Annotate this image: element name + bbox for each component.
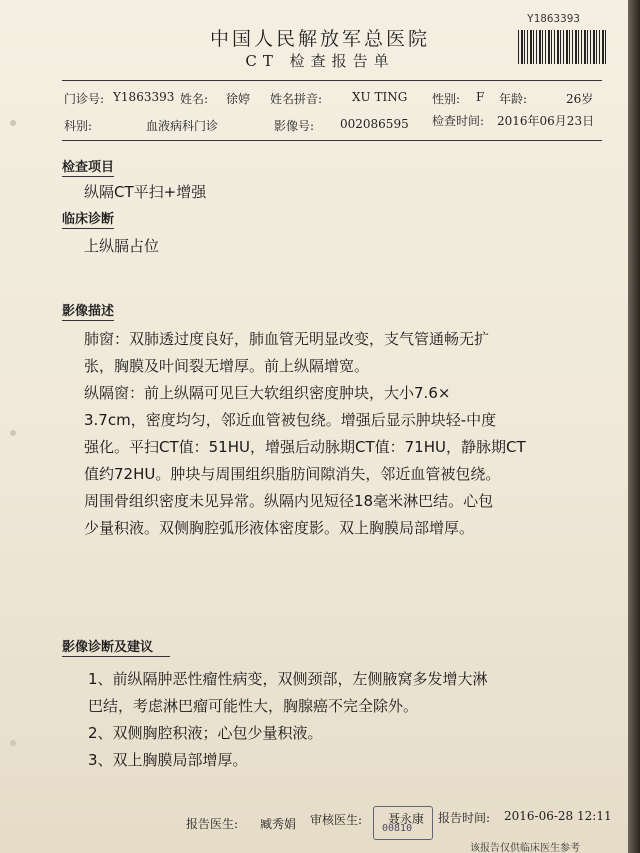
patient-sex: F	[476, 90, 485, 104]
findings-label: 影像描述	[62, 304, 115, 319]
report-time: 2016-06-28 12:11	[504, 809, 612, 823]
label-underline	[62, 228, 114, 229]
stamp-number: 00810	[382, 823, 413, 834]
findings-line: 值约72HU。肿块与周围组织脂肪间隙消失，邻近血管被包绕。	[84, 465, 501, 483]
findings-line: 纵隔窗：前上纵隔可见巨大软组织密度肿块，大小7.6×	[84, 384, 451, 402]
clinic-no: Y1863393	[113, 90, 175, 104]
image-no-label: 影像号:	[274, 119, 315, 133]
findings-line: 3.7cm，密度均匀，邻近血管被包绕。增强后显示肿块轻-中度	[84, 411, 497, 429]
reviewer-name: 聂永康	[388, 812, 425, 826]
findings-line: 少量积液。双侧胸腔弧形液体密度影。双上胸膜局部增厚。	[84, 519, 475, 537]
label-underline	[62, 320, 114, 321]
serial-number: Y1863393	[527, 12, 580, 25]
findings-line: 张，胸膜及叶间裂无增厚。前上纵隔增宽。	[84, 357, 370, 375]
pinyin-label: 姓名拼音:	[270, 92, 323, 106]
clinical-dx-label: 临床诊断	[62, 212, 115, 227]
clinical-dx: 上纵膈占位	[84, 237, 160, 255]
patient-pinyin: XU TING	[352, 90, 408, 104]
footer-note: 该报告仅供临床医生参考	[470, 843, 580, 853]
sex-label: 性别:	[432, 92, 461, 106]
patient-dept: 血液病科门诊	[146, 119, 219, 133]
impression-line: 1、前纵隔肿恶性瘤性病变，双侧颈部，左侧腋窝多发增大淋	[88, 670, 488, 688]
exam-time-label: 检查时间:	[432, 114, 485, 128]
background-edge	[628, 0, 640, 853]
impression-label: 影像诊断及建议	[62, 640, 154, 655]
findings-line: 周围骨组织密度未见异常。纵隔内见短径18毫米淋巴结。心包	[84, 492, 494, 510]
reporter-label: 报告医生:	[186, 817, 239, 831]
punch-hole	[10, 120, 16, 126]
name-label: 姓名:	[180, 92, 209, 106]
exam-time: 2016年06月23日	[497, 114, 595, 128]
hospital-name: 中国人民解放军总医院	[209, 28, 430, 50]
exam-item-label: 检查项目	[62, 160, 115, 175]
label-underline	[62, 176, 114, 177]
findings-line: 肺窗：双肺透过度良好，肺血管无明显改变，支气管通畅无扩	[84, 330, 490, 348]
patient-rule	[62, 140, 602, 141]
impression-line: 3、双上胸膜局部增厚。	[88, 751, 248, 769]
punch-hole	[10, 430, 16, 436]
exam-item: 纵隔CT平扫+增强	[84, 183, 207, 201]
punch-hole	[10, 740, 16, 746]
label-underline	[62, 656, 170, 657]
dept-label: 科别:	[64, 119, 93, 133]
report-time-label: 报告时间:	[438, 811, 491, 825]
age-label: 年龄:	[499, 92, 528, 106]
impression-line: 2、双侧胸腔积液；心包少量积液。	[88, 724, 323, 742]
image-no: 002086595	[340, 117, 409, 131]
reviewer-label: 审核医生:	[310, 813, 363, 827]
impression-line: 巴结，考虑淋巴瘤可能性大，胸腺癌不完全除外。	[88, 697, 419, 715]
reporter-name: 臧秀娟	[260, 817, 297, 831]
patient-name: 徐婷	[226, 92, 251, 106]
report-title: CT 检查报告单	[245, 52, 395, 70]
header-rule	[62, 80, 602, 81]
clinic-no-label: 门诊号:	[64, 92, 105, 106]
patient-age: 26岁	[566, 92, 594, 106]
findings-line: 强化。平扫CT值：51HU，增强后动脉期CT值：71HU，静脉期CT	[84, 438, 526, 456]
